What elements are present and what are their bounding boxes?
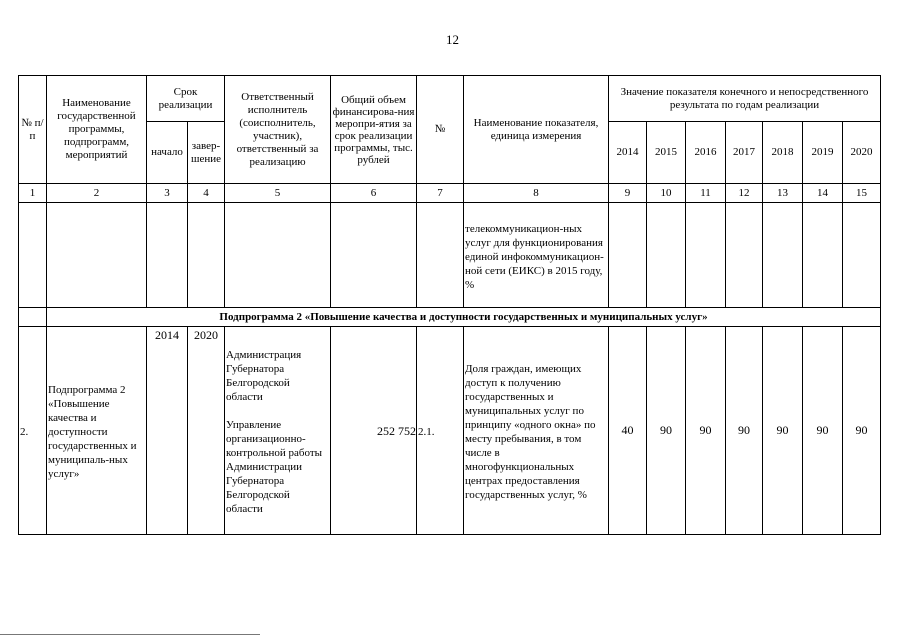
header-year: 2020 — [843, 122, 881, 184]
empty-cell — [188, 203, 225, 308]
row-volume: 252 752 — [331, 327, 417, 535]
column-number: 12 — [726, 184, 763, 203]
empty-cell — [19, 308, 47, 327]
empty-cell — [331, 203, 417, 308]
row-value-2019: 90 — [803, 327, 843, 535]
column-number: 2 — [47, 184, 147, 203]
header-values: Значение показателя конечного и непосредственного результата по годам реализации — [609, 76, 881, 122]
row-indicator-no: 2.1. — [417, 327, 464, 535]
empty-cell — [225, 203, 331, 308]
header-year: 2016 — [686, 122, 726, 184]
header-year: 2015 — [647, 122, 686, 184]
column-number: 8 — [464, 184, 609, 203]
empty-cell — [763, 203, 803, 308]
header-term-start: начало — [147, 122, 188, 184]
bottom-rule — [0, 634, 260, 635]
empty-cell — [47, 203, 147, 308]
header-year: 2017 — [726, 122, 763, 184]
empty-cell — [147, 203, 188, 308]
row-responsible: Администрация Губернатора Белгородской области Управление организационно-контрольной работы Администрации Губернатора Белгородской области — [225, 327, 331, 535]
empty-cell — [19, 203, 47, 308]
row-start-year: 2014 — [147, 327, 188, 535]
column-number: 7 — [417, 184, 464, 203]
header-year: 2014 — [609, 122, 647, 184]
row-end-year: 2020 — [188, 327, 225, 535]
row-value-2017: 90 — [726, 327, 763, 535]
empty-cell — [686, 203, 726, 308]
row-value-2015: 90 — [647, 327, 686, 535]
column-number: 13 — [763, 184, 803, 203]
program-table — [18, 75, 881, 535]
row-name: Подпрограмма 2 «Повышение качества и доступности государственных и муниципаль-ных услуг» — [47, 327, 147, 535]
column-number: 3 — [147, 184, 188, 203]
column-number: 6 — [331, 184, 417, 203]
row-number: 2. — [19, 327, 47, 535]
column-number: 4 — [188, 184, 225, 203]
header-term-end: завер-шение — [188, 122, 225, 184]
column-number: 5 — [225, 184, 331, 203]
empty-cell — [647, 203, 686, 308]
empty-cell — [803, 203, 843, 308]
column-number: 11 — [686, 184, 726, 203]
empty-cell — [726, 203, 763, 308]
column-number: 1 — [19, 184, 47, 203]
header-no: № п/п — [19, 76, 47, 184]
row-value-2014: 40 — [609, 327, 647, 535]
continued-indicator-text: телекоммуникацион-ных услуг для функционирования единой инфокоммуникацион-ной сети (ЕИКС) в 2015 году, % — [464, 203, 609, 308]
header-indicator-name: Наименование показателя, единица измерения — [464, 76, 609, 184]
row-indicator-name: Доля граждан, имеющих доступ к получению государственных и муниципальных услуг по принципу «одного окна» по месту пребывания, в том числе в многофункциональных центрах предоставления государственных услуг, % — [464, 327, 609, 535]
empty-cell — [843, 203, 881, 308]
row-value-2020: 90 — [843, 327, 881, 535]
header-year: 2019 — [803, 122, 843, 184]
column-number: 15 — [843, 184, 881, 203]
empty-cell — [417, 203, 464, 308]
column-number: 14 — [803, 184, 843, 203]
header-responsible: Ответственный исполнитель (соисполнитель, участник), ответственный за реализацию — [225, 76, 331, 184]
subprogram-title: Подпрограмма 2 «Повышение качества и доступности государственных и муниципальных услуг» — [47, 308, 881, 327]
column-number: 10 — [647, 184, 686, 203]
empty-cell — [609, 203, 647, 308]
page-number: 12 — [446, 32, 459, 47]
row-value-2016: 90 — [686, 327, 726, 535]
header-volume: Общий объем финансирова-ния меропри-ятия за срок реализации программы, тыс. рублей — [331, 76, 417, 184]
column-number: 9 — [609, 184, 647, 203]
header-name: Наименование государственной программы, подпрограмм, мероприятий — [47, 76, 147, 184]
row-value-2018: 90 — [763, 327, 803, 535]
header-indicator-no: № — [417, 76, 464, 184]
header-term: Срок реализации — [147, 76, 225, 122]
header-year: 2018 — [763, 122, 803, 184]
